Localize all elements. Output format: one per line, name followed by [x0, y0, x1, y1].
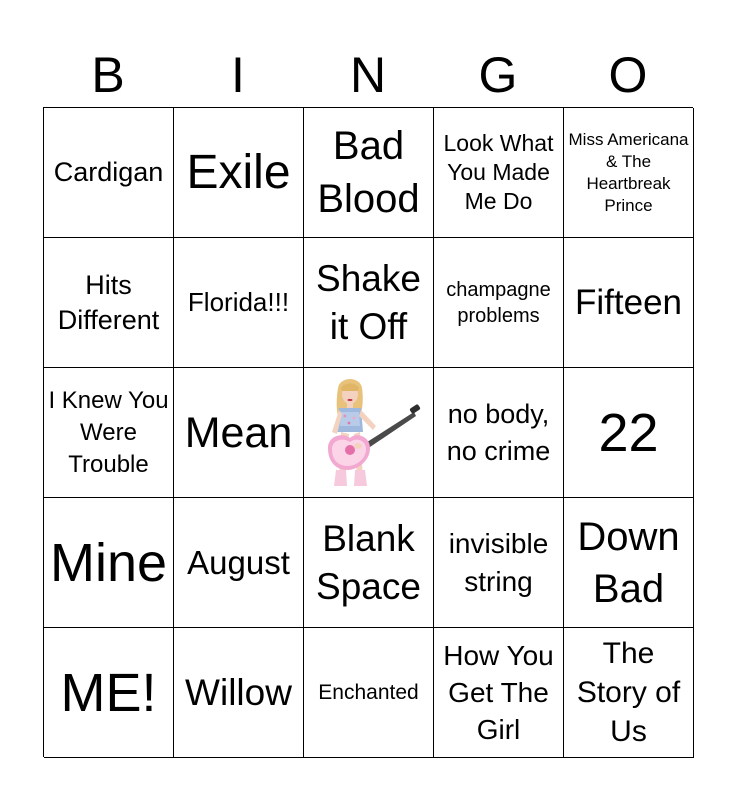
bingo-cell[interactable]: [434, 108, 564, 238]
bingo-board: [43, 107, 693, 757]
header-letter-i: I: [231, 47, 245, 103]
cell-label: Mean: [184, 408, 293, 457]
bingo-cell[interactable]: [564, 628, 694, 758]
bingo-cell[interactable]: [564, 498, 694, 628]
bingo-cell[interactable]: [44, 108, 174, 238]
cell-label: Hits Different: [57, 269, 160, 335]
cell-label: Look What You Made Me Do: [443, 130, 554, 214]
bingo-cell[interactable]: [174, 628, 304, 758]
bingo-header: [43, 44, 693, 106]
cell-label: Willow: [185, 671, 292, 713]
cell-label: Bad Blood: [317, 123, 420, 221]
singer-with-guitar-icon: [310, 374, 428, 492]
bingo-cell[interactable]: [434, 238, 564, 368]
cell-label: The Story of Us: [576, 637, 681, 748]
bingo-cell[interactable]: [304, 498, 434, 628]
cell-label: Shake it Off: [316, 257, 421, 347]
cell-label: Fifteen: [575, 282, 682, 322]
cell-label: Cardigan: [53, 157, 164, 187]
cell-label: Miss Americana & The Heartbreak Prince: [568, 129, 689, 215]
bingo-cell[interactable]: [174, 108, 304, 238]
bingo-cell[interactable]: [564, 108, 694, 238]
bingo-cell[interactable]: [434, 498, 564, 628]
bingo-cell[interactable]: [44, 368, 174, 498]
bingo-cell[interactable]: [304, 108, 434, 238]
free-space-cell[interactable]: [304, 368, 434, 498]
bingo-cell[interactable]: [564, 238, 694, 368]
cell-label: Florida!!!: [187, 287, 290, 317]
cell-label: August: [187, 543, 290, 581]
cell-label: invisible string: [448, 527, 549, 597]
header-letter-n: N: [349, 47, 387, 103]
bingo-cell[interactable]: [44, 498, 174, 628]
bingo-cell[interactable]: [434, 628, 564, 758]
bingo-cell[interactable]: [434, 368, 564, 498]
bingo-cell[interactable]: [304, 238, 434, 368]
header-letter-g: G: [478, 47, 518, 103]
cell-label: Exile: [186, 145, 291, 199]
bingo-cell[interactable]: [174, 498, 304, 628]
bingo-cell[interactable]: [174, 238, 304, 368]
bingo-cell[interactable]: [44, 628, 174, 758]
cell-label: Down Bad: [577, 514, 680, 611]
bingo-cell[interactable]: [304, 628, 434, 758]
cell-label: no body, no crime: [446, 398, 551, 466]
cell-label: How You Get The Girl: [443, 640, 554, 745]
cell-label: Blank Space: [316, 517, 421, 607]
bingo-cell[interactable]: [174, 368, 304, 498]
cell-label: 22: [598, 402, 659, 463]
cell-label: champagne problems: [446, 278, 551, 327]
cell-label: Mine: [49, 532, 168, 593]
cell-label: ME!: [60, 662, 157, 723]
bingo-cell[interactable]: [564, 368, 694, 498]
cell-label: I Knew You Were Trouble: [48, 386, 169, 478]
bingo-cell[interactable]: [44, 238, 174, 368]
header-letter-o: O: [608, 47, 648, 103]
header-letter-b: B: [91, 47, 125, 103]
cell-label: Enchanted: [318, 680, 419, 704]
